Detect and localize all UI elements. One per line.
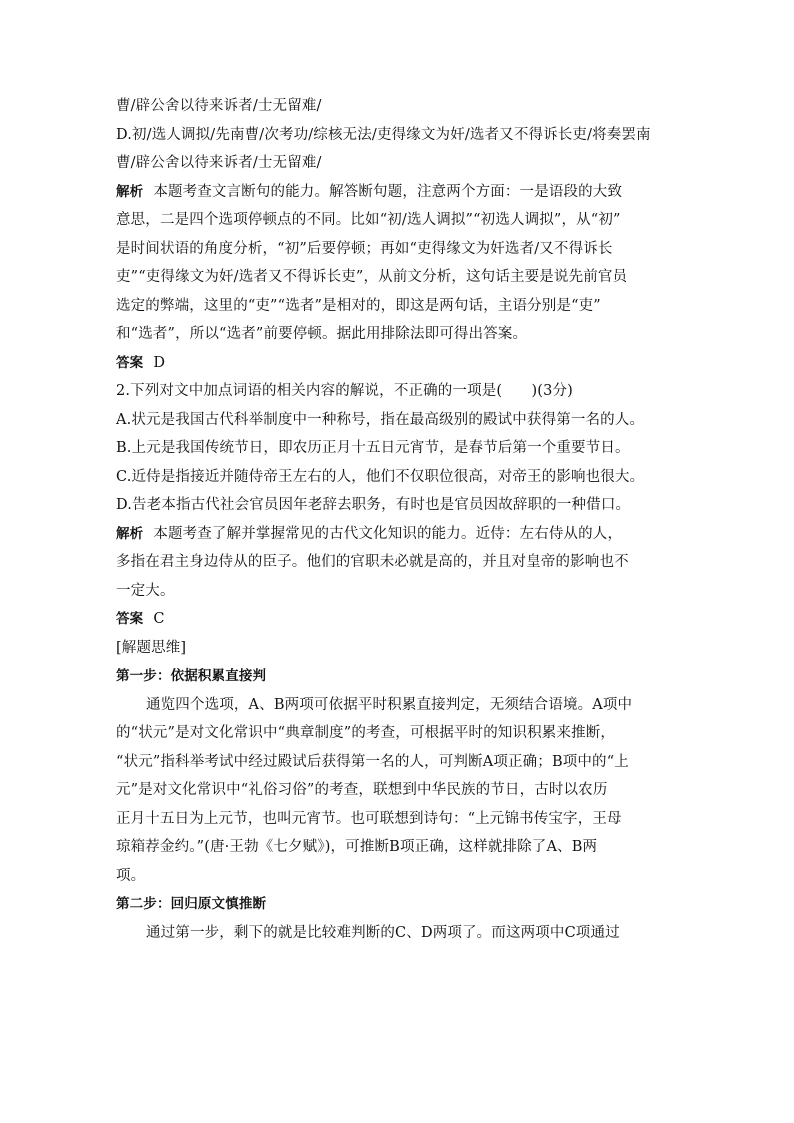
answer-value: C <box>153 611 165 627</box>
option-c: C.近侍是指接近并随侍帝王左右的人，他们不仅职位很高，对帝王的影响也很大。 <box>116 468 645 485</box>
paragraph-line: 正月十五日为上元节，也叫元宵节。也可联想到诗句：“上元锦书传宝字，王母 <box>116 810 622 827</box>
option-d: D.告老本指古代社会官员因年老辞去职务，有时也是官员因故辞职的一种借口。 <box>116 497 631 513</box>
answer-value: D <box>153 354 166 371</box>
paragraph-line: “状元”指科举考试中经过殿试后获得第一名的人，可判断A项正确；B项中的“上 <box>116 753 629 770</box>
answer-label: 答案 <box>116 354 144 371</box>
document-page <box>116 92 684 947</box>
answer-label: 答案 <box>116 611 144 627</box>
option-d: D.初/选人调拟/先南曹/次考功/综核无法/吏得缘文为奸/选者又不得诉长吏/将奏罢南 <box>116 126 651 143</box>
answer-line <box>116 349 684 378</box>
option-a: A.状元是我国古代科举制度中一种称号，指在最高级别的殿试中获得第一名的人。 <box>116 411 645 428</box>
text-line: 一定大。 <box>116 582 175 599</box>
text-line: 多指在君主身边侍从的臣子。他们的官职未必就是高的，并且对皇帝的影响也不 <box>116 554 629 570</box>
analysis-paragraph <box>116 520 684 549</box>
section-heading: [解题思维] <box>116 639 187 656</box>
paragraph-line: 通过第一步，剩下的就是比较难判断的C、D两项了。而这两项中C项通过 <box>146 924 620 941</box>
text-line: 曹/辟公舍以待来诉者/士无留难/ <box>116 155 322 171</box>
analysis-text: 本题考查了解并掌握常见的古代文化知识的能力。近侍：左右侍从的人， <box>153 525 623 542</box>
text-line: 意思，二是四个选项停顿点的不同。比如“初/选人调拟”“初选人调拟”，从“初” <box>116 212 621 228</box>
analysis-label: 解析 <box>116 183 144 200</box>
paragraph-line: 项。 <box>116 867 146 884</box>
text-line: 选定的弊端，这里的“吏”“选者”是相对的，即这是两句话，主语分别是“吏” <box>116 297 601 314</box>
step-2-heading: 第二步：回归原文慎推断 <box>116 896 267 912</box>
text-line: 吏”“吏得缘文为奸/选者又不得诉长吏”，从前文分析，这句话主要是说先前官员 <box>116 269 628 285</box>
paragraph-line: 琼箱荐金约。”(唐·王勃《七夕赋》)，可推断B项正确，这样就排除了A、B两 <box>116 839 598 855</box>
paragraph-line: 的“状元”是对文化常识中“典章制度”的考查，可根据平时的知识积累来推断， <box>116 725 616 741</box>
analysis-text: 本题考查文言断句的能力。解答断句题，注意两个方面：一是语段的大致 <box>153 183 623 200</box>
text-line: 是时间状语的角度分析，“初”后要停顿；再如“吏得缘文为奸选者/又不得诉长 <box>116 240 613 257</box>
paragraph-line: 元”是对文化常识中“礼俗习俗”的考查，联想到中华民族的节日，古时以农历 <box>116 782 608 798</box>
text-line: 曹/辟公舍以待来诉者/士无留难/ <box>116 98 322 114</box>
analysis-paragraph <box>116 178 684 207</box>
analysis-label: 解析 <box>116 525 144 542</box>
question-2: 2.下列对文中加点词语的相关内容的解说，不正确的一项是( )(3分) <box>116 383 573 399</box>
step-1-heading: 第一步：依据积累直接判 <box>116 668 267 684</box>
paragraph-line: 通览四个选项，A、B两项可依据平时积累直接判定，无须结合语境。A项中 <box>146 696 633 713</box>
text-line: 和“选者”，所以“选者”前要停顿。据此用排除法即可得出答案。 <box>116 326 528 342</box>
option-b: B.上元是我国传统节日，即农历正月十五日元宵节，是春节后第一个重要节日。 <box>116 440 630 456</box>
answer-line <box>116 605 684 634</box>
